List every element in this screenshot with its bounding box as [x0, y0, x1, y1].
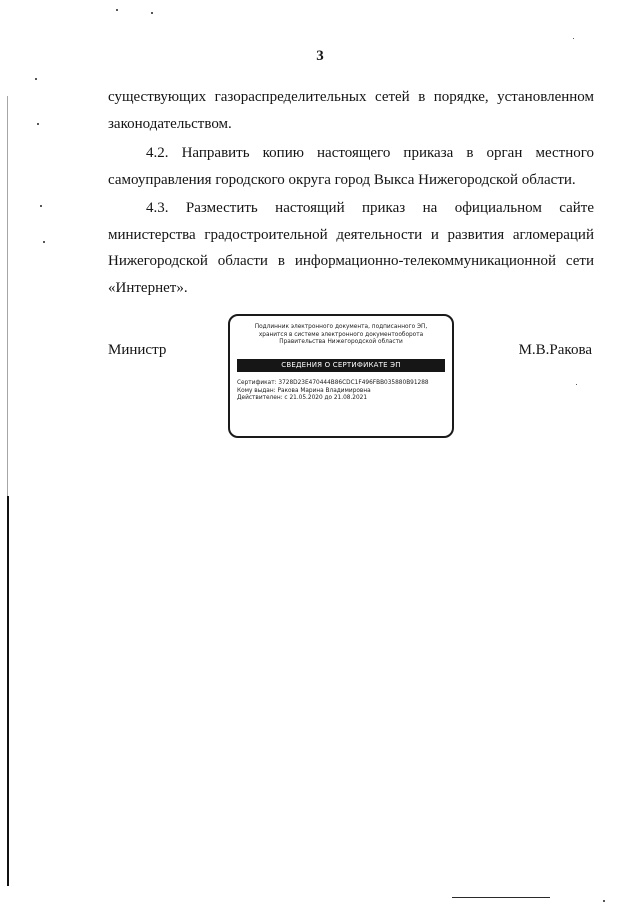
stamp-certificate-details	[237, 380, 445, 403]
stamp-note-line: хранится в системе электронного документооборота	[258, 331, 424, 338]
scan-speck	[40, 205, 42, 207]
stamp-validity-period: Действителен: с 21.05.2020 до 21.08.2021	[237, 395, 368, 402]
scan-speck	[35, 78, 37, 80]
scan-speck	[116, 9, 118, 11]
stamp-note-line: Подлинник электронного документа, подписанного ЭП,	[254, 324, 428, 330]
scan-speck	[573, 38, 574, 39]
scan-bottom-rule	[452, 897, 550, 898]
stamp-issued-to: Кому выдан: Ракова Марина Владимировна	[237, 387, 371, 394]
page-number: 3	[316, 48, 324, 64]
scan-speck	[37, 123, 39, 125]
electronic-signature-stamp	[228, 314, 454, 438]
scan-speck	[576, 384, 577, 385]
paragraph-continuation: существующих газораспределительных сетей в порядке, установленном законодательством.	[108, 89, 594, 132]
signer-position: Министр	[108, 342, 167, 358]
scan-margin-line	[7, 496, 9, 886]
stamp-note-line: Правительства Нижегородской области	[279, 339, 403, 346]
scan-speck	[603, 900, 605, 902]
scan-speck	[43, 241, 45, 243]
stamp-certificate-number: Сертификат: 3728D23E470444B86CDC1F496FBB035880B91288	[237, 380, 429, 386]
scan-speck	[151, 12, 153, 14]
paragraph-4-2: 4.2. Направить копию настоящего приказа в орган местного самоуправления городского округа город Выкса Нижегородской области.	[108, 145, 594, 188]
stamp-certificate-banner: СВЕДЕНИЯ О СЕРТИФИКАТЕ ЭП	[237, 359, 445, 372]
paragraph-4-3: 4.3. Разместить настоящий приказ на официальном сайте министерства градостроительной деятельности и развития агломераций Нижегородской области в информационно-телекоммуникационной сети «Интернет».	[108, 200, 594, 296]
scan-margin-line	[7, 96, 8, 496]
signer-name: М.В.Ракова	[518, 342, 592, 358]
stamp-storage-note	[240, 324, 442, 347]
